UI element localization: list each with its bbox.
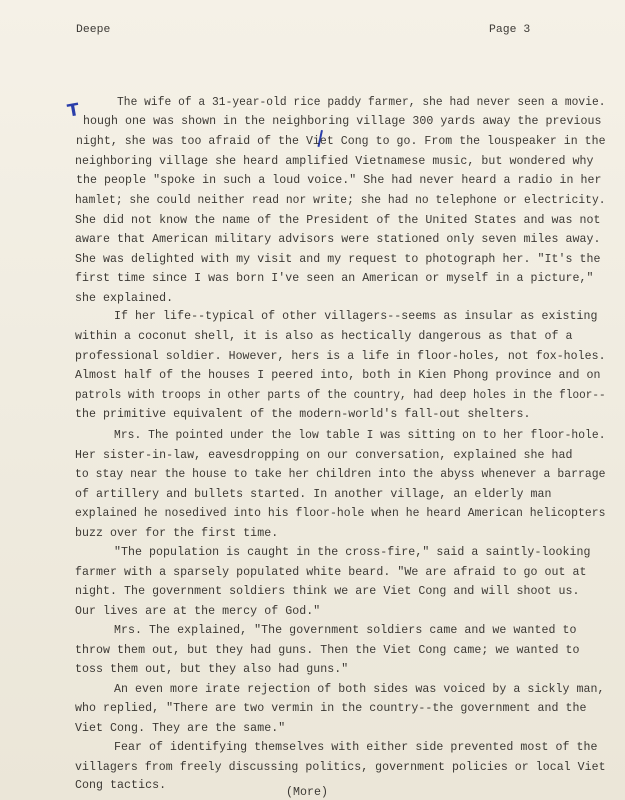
body-line: she explained. [75, 292, 174, 305]
body-line: hamlet; she could neither read nor write; she had no telephone or electricity. [75, 194, 606, 207]
body-line: within a coconut shell, it is also as hectically dangerous as that of a [75, 330, 573, 343]
body-line: Almost half of the houses I peered into, both in Kien Phong province and on [75, 369, 601, 382]
body-line: throw them out, but they had guns. Then the Viet Cong came; we wanted to [75, 644, 580, 657]
body-line: An even more irate rejection of both sides was voiced by a sickly man, [114, 683, 605, 696]
body-line: the people "spoke in such a loud voice." She had never heard a radio in her [76, 174, 602, 187]
body-line: aware that American military advisors were stationed only seven miles away. [75, 233, 601, 246]
body-line: "The population is caught in the cross-fire," said a saintly-looking [114, 546, 591, 559]
header-author: Deepe [76, 24, 111, 36]
body-line: to stay near the house to take her children into the abyss whenever a barrage [75, 468, 606, 481]
body-line: toss them out, but they also had guns." [75, 663, 349, 676]
body-line: explained he nosedived into his floor-hole when he heard American helicopters [75, 507, 606, 520]
body-line: The wife of a 31-year-old rice paddy farmer, she had never seen a movie. [117, 96, 606, 109]
body-line: the primitive equivalent of the modern-world's fall-out shelters. [75, 408, 531, 421]
body-line: professional soldier. However, hers is a life in floor-holes, not fox-holes. [75, 350, 606, 363]
body-line: Mrs. The pointed under the low table I was sitting on to her floor-hole. [114, 429, 606, 442]
body-line: If her life--typical of other villagers--seems as insular as existing [114, 310, 598, 323]
body-line: hough one was shown in the neighboring village 300 yards away the previous [83, 115, 602, 128]
body-line: first time since I was born I've seen an American or myself in a picture," [75, 272, 594, 285]
body-line: who replied, "There are two vermin in the country--the government and the [75, 702, 587, 715]
body-line: neighboring village she heard amplified Vietnamese music, but wondered why [75, 155, 594, 168]
body-line: Fear of identifying themselves with either side prevented most of the [114, 741, 598, 754]
body-line: farmer with a sparsely populated white beard. "We are afraid to go out at [75, 566, 587, 579]
page-number: Page 3 [489, 24, 531, 36]
body-line: She did not know the name of the President of the United States and was not [75, 214, 601, 227]
body-line: patrols with troops in other parts of the country, had deep holes in the floor-- [75, 389, 606, 402]
body-line: of artillery and bullets started. In another village, an elderly man [75, 488, 552, 501]
body-line: She was delighted with my visit and my request to photograph her. "It's the [75, 253, 601, 266]
body-line: night, she was too afraid of the Viet Cong to go. From the louspeaker in the [76, 135, 606, 148]
body-line: night. The government soldiers think we are Viet Cong and will shoot us. [75, 585, 580, 598]
more-marker: (More) [286, 786, 329, 799]
body-line: Our lives are at the mercy of God." [75, 605, 321, 618]
body-line: buzz over for the first time. [75, 527, 279, 540]
handwritten-t-mark: T [66, 99, 81, 122]
body-line: Viet Cong. They are the same." [75, 722, 286, 735]
body-line: Cong tactics. [75, 779, 167, 792]
body-line: Her sister-in-law, eavesdropping on our conversation, explained she had [75, 449, 573, 462]
body-line: Mrs. The explained, "The government soldiers came and we wanted to [114, 624, 577, 637]
body-line: villagers from freely discussing politics, government policies or local Viet [75, 761, 606, 774]
